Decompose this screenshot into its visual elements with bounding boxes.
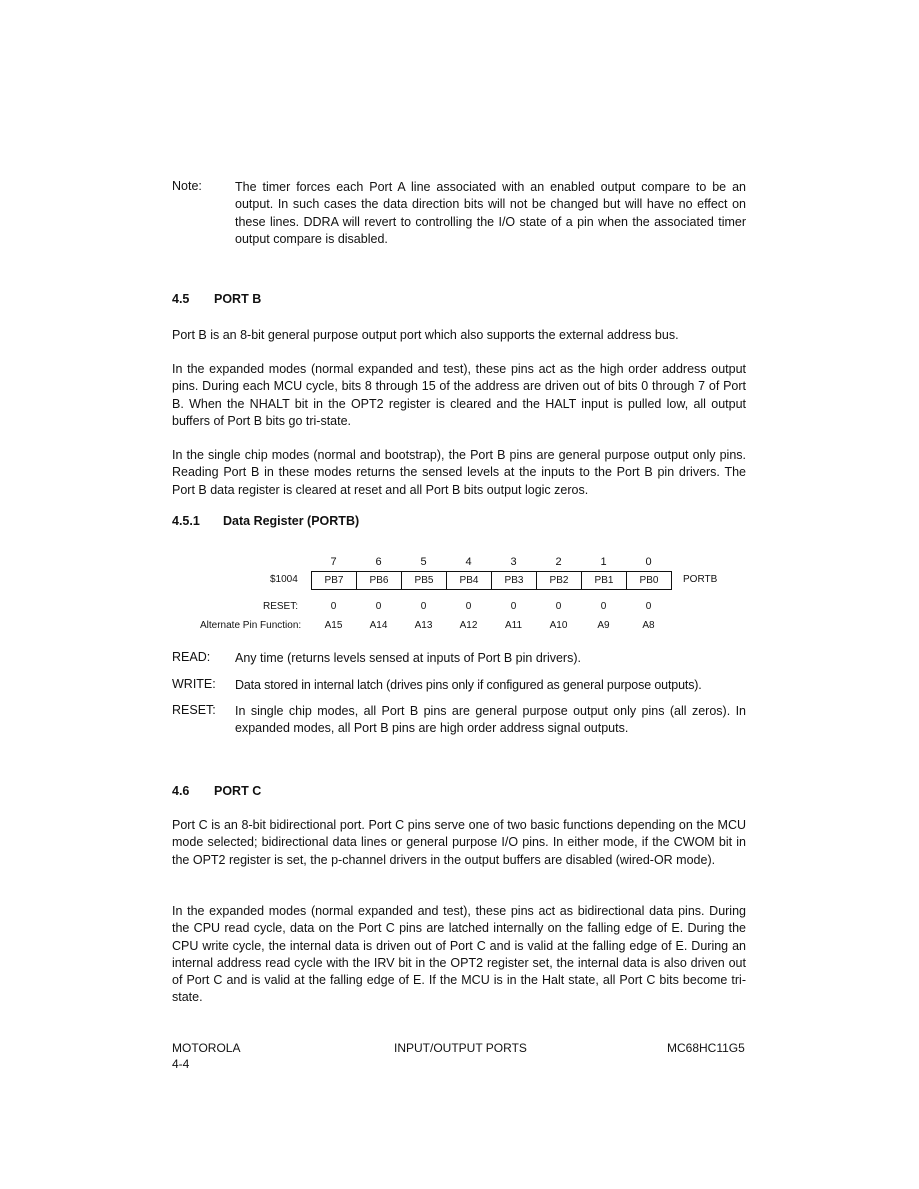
section-title: PORT C bbox=[214, 784, 262, 798]
section-number: 4.6 bbox=[172, 784, 190, 798]
read-label: READ: bbox=[172, 650, 211, 664]
register-bit-cell: PB5 bbox=[401, 571, 447, 590]
register-bit-cell: PB3 bbox=[491, 571, 537, 590]
reset-value: 0 bbox=[330, 601, 337, 612]
reset-value: 0 bbox=[600, 601, 607, 612]
reset-row-label: RESET: bbox=[263, 601, 299, 612]
reset-value: 0 bbox=[420, 601, 427, 612]
alternate-value: A15 bbox=[324, 620, 343, 631]
note-label: Note: bbox=[172, 179, 202, 193]
register-bit-cell: PB0 bbox=[626, 571, 672, 590]
reset-text: In single chip modes, all Port B pins are general purpose output only pins (all zeros). In expanded modes, all Port B pins are high order address signal outputs. bbox=[235, 704, 746, 736]
paragraph: Port C is an 8-bit bidirectional port. Port C pins serve one of two basic functions depending on the MCU mode selected; bidirectional data lines or general purpose I/O pins. In either mode, if the CWOM bit in the OPT2 register is set, the p-channel drivers in the output buffers are disabled (wired-OR mode). bbox=[172, 818, 746, 867]
reset-value: 0 bbox=[510, 601, 517, 612]
alternate-value: A9 bbox=[597, 620, 610, 631]
register-name: PORTB bbox=[683, 574, 718, 585]
register-bit-cell: PB1 bbox=[581, 571, 627, 590]
write-label: WRITE: bbox=[172, 677, 216, 691]
reset-value: 0 bbox=[555, 601, 562, 612]
reset-label: RESET: bbox=[172, 703, 216, 717]
read-text: Any time (returns levels sensed at inputs of Port B pin drivers). bbox=[235, 651, 581, 665]
register-bit-cell: PB4 bbox=[446, 571, 492, 590]
alternate-value: A14 bbox=[369, 620, 388, 631]
bit-number: 5 bbox=[420, 556, 427, 568]
section-title: PORT B bbox=[214, 292, 262, 306]
bit-number: 7 bbox=[330, 556, 337, 568]
alternate-value: A13 bbox=[414, 620, 433, 631]
bit-number: 4 bbox=[465, 556, 472, 568]
bit-number: 3 bbox=[510, 556, 517, 568]
footer-publisher: MOTOROLA bbox=[172, 1041, 241, 1055]
bit-number: 0 bbox=[645, 556, 652, 568]
footer-page-number: 4-4 bbox=[172, 1057, 190, 1071]
alternate-value: A10 bbox=[549, 620, 568, 631]
paragraph: Port B is an 8-bit general purpose output port which also supports the external address bus. bbox=[172, 328, 679, 342]
paragraph: In the expanded modes (normal expanded and test), these pins act as the high order address output pins. During each MCU cycle, bits 8 through 15 of the address are driven out of bits 0 through 7 of Port B. When the NHALT bit in the OPT2 register is cleared and the HALT input is pulled low, all output buffers of Port B bits go tri-state. bbox=[172, 362, 746, 428]
bit-number: 6 bbox=[375, 556, 382, 568]
footer-part-number: MC68HC11G5 bbox=[667, 1041, 745, 1055]
write-text: Data stored in internal latch (drives pins only if configured as general purpose outputs). bbox=[235, 678, 702, 692]
register-address: $1004 bbox=[270, 574, 298, 585]
note-text: The timer forces each Port A line associated with an enabled output compare to be an output. In such cases the data direction bits will not be changed but will have no effect on these lines. DDRA will revert to controlling the I/O state of a pin when the associated timer output compare is disabled. bbox=[235, 180, 746, 246]
register-bit-cell: PB2 bbox=[536, 571, 582, 590]
register-bit-cell: PB6 bbox=[356, 571, 402, 590]
bit-number: 1 bbox=[600, 556, 607, 568]
alternate-row-label: Alternate Pin Function: bbox=[200, 620, 302, 631]
section-number: 4.5.1 bbox=[172, 514, 200, 528]
section-title: Data Register (PORTB) bbox=[223, 514, 360, 528]
alternate-value: A12 bbox=[459, 620, 478, 631]
footer-chapter-title: INPUT/OUTPUT PORTS bbox=[394, 1041, 527, 1055]
reset-value: 0 bbox=[375, 601, 382, 612]
bit-number: 2 bbox=[555, 556, 562, 568]
paragraph: In the expanded modes (normal expanded and test), these pins act as bidirectional data pins. During the CPU read cycle, data on the Port C pins are latched internally on the falling edge of E. During the CPU write cycle, the internal data is driven out of Port C and is valid at the falling edge of E. During an internal address read cycle with the IRV bit in the OPT2 register set, the internal data is also driven out of Port C and is valid at the falling edge of E. If the MCU is in the Halt state, all Port C bits become tri-state. bbox=[172, 904, 746, 1005]
reset-value: 0 bbox=[465, 601, 472, 612]
paragraph: In the single chip modes (normal and bootstrap), the Port B pins are general purpose output only pins. Reading Port B in these modes returns the sensed levels at the inputs to the Port B pin drivers. The Port B data register is cleared at reset and all Port B bits output logic zeros. bbox=[172, 448, 746, 497]
alternate-value: A8 bbox=[642, 620, 655, 631]
reset-value: 0 bbox=[645, 601, 652, 612]
alternate-value: A11 bbox=[504, 620, 523, 631]
register-bit-cell: PB7 bbox=[311, 571, 357, 590]
section-number: 4.5 bbox=[172, 292, 190, 306]
